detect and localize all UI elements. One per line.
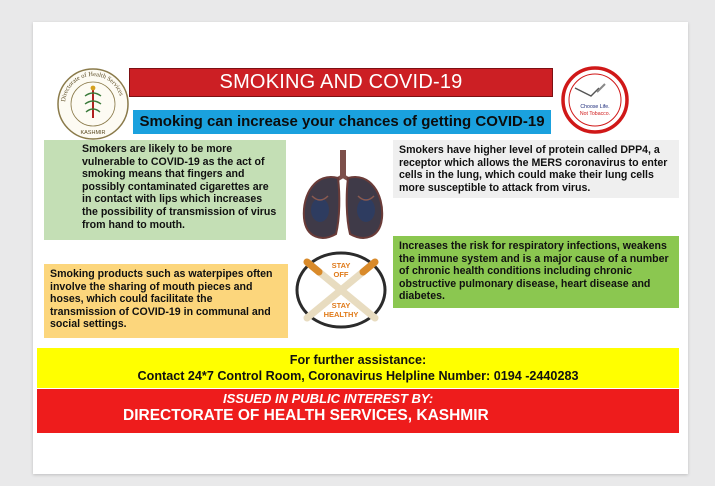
helpline-number: Contact 24*7 Control Room, Coronavirus Helpline Number: 0194 -2440283 (137, 369, 579, 383)
page-title: SMOKING AND COVID-19 (129, 68, 553, 97)
fact-hand-to-mouth: Smokers are likely to be more vulnerable to COVID-19 as the act of smoking means that fingers and possibly contaminated cigarettes are in contact with lips which increases the possibility of transmission of virus from hand to mouth. (44, 140, 286, 240)
choose-life-emblem-logo (561, 66, 629, 134)
smoker-lungs-image (298, 146, 388, 246)
sign-bottom-text-2: HEALTHY (323, 310, 359, 319)
fact-dpp4-protein: Smokers have higher level of protein called DPP4, a receptor which allows the MERS coronavirus to enter cells in the lung, which could make their lung cells more susceptible to attack from virus. (393, 140, 679, 198)
fact-waterpipes: Smoking products such as waterpipes often involve the sharing of mouth pieces and hoses, which could facilitate the transmission of COVID-19 in communal and social settings. (44, 264, 288, 338)
fact-respiratory-risk: Increases the risk for respiratory infections, weakens the immune system and is a major cause of a number of chronic health conditions including chronic obstructive pulmonary disease, heart disease and diabetes. (393, 236, 679, 308)
sign-top-text-2: OFF (333, 270, 349, 279)
health-services-seal-logo (55, 66, 131, 142)
seal-bottom-text: KASHMIR (80, 130, 106, 136)
sign-bottom-text-1: STAY (331, 301, 351, 310)
issuing-organization: DIRECTORATE OF HEALTH SERVICES, KASHMIR (123, 407, 489, 424)
emblem-line-2: Not Tobacco. (579, 111, 611, 117)
subtitle-banner: Smoking can increase your chances of getting COVID-19 (133, 110, 551, 134)
helpline-heading: For further assistance: (289, 353, 427, 367)
helpline-banner (37, 348, 679, 388)
poster (33, 22, 688, 474)
stay-off-stay-healthy-sign (293, 250, 389, 330)
emblem-line-1: Choose Life. (580, 104, 610, 110)
svg-text:Directorate of Health Services: Directorate of Health Services (60, 70, 125, 103)
sign-top-text-1: STAY (331, 261, 351, 270)
issued-label: ISSUED IN PUBLIC INTEREST BY: (223, 391, 434, 406)
issued-by-banner (37, 389, 679, 433)
